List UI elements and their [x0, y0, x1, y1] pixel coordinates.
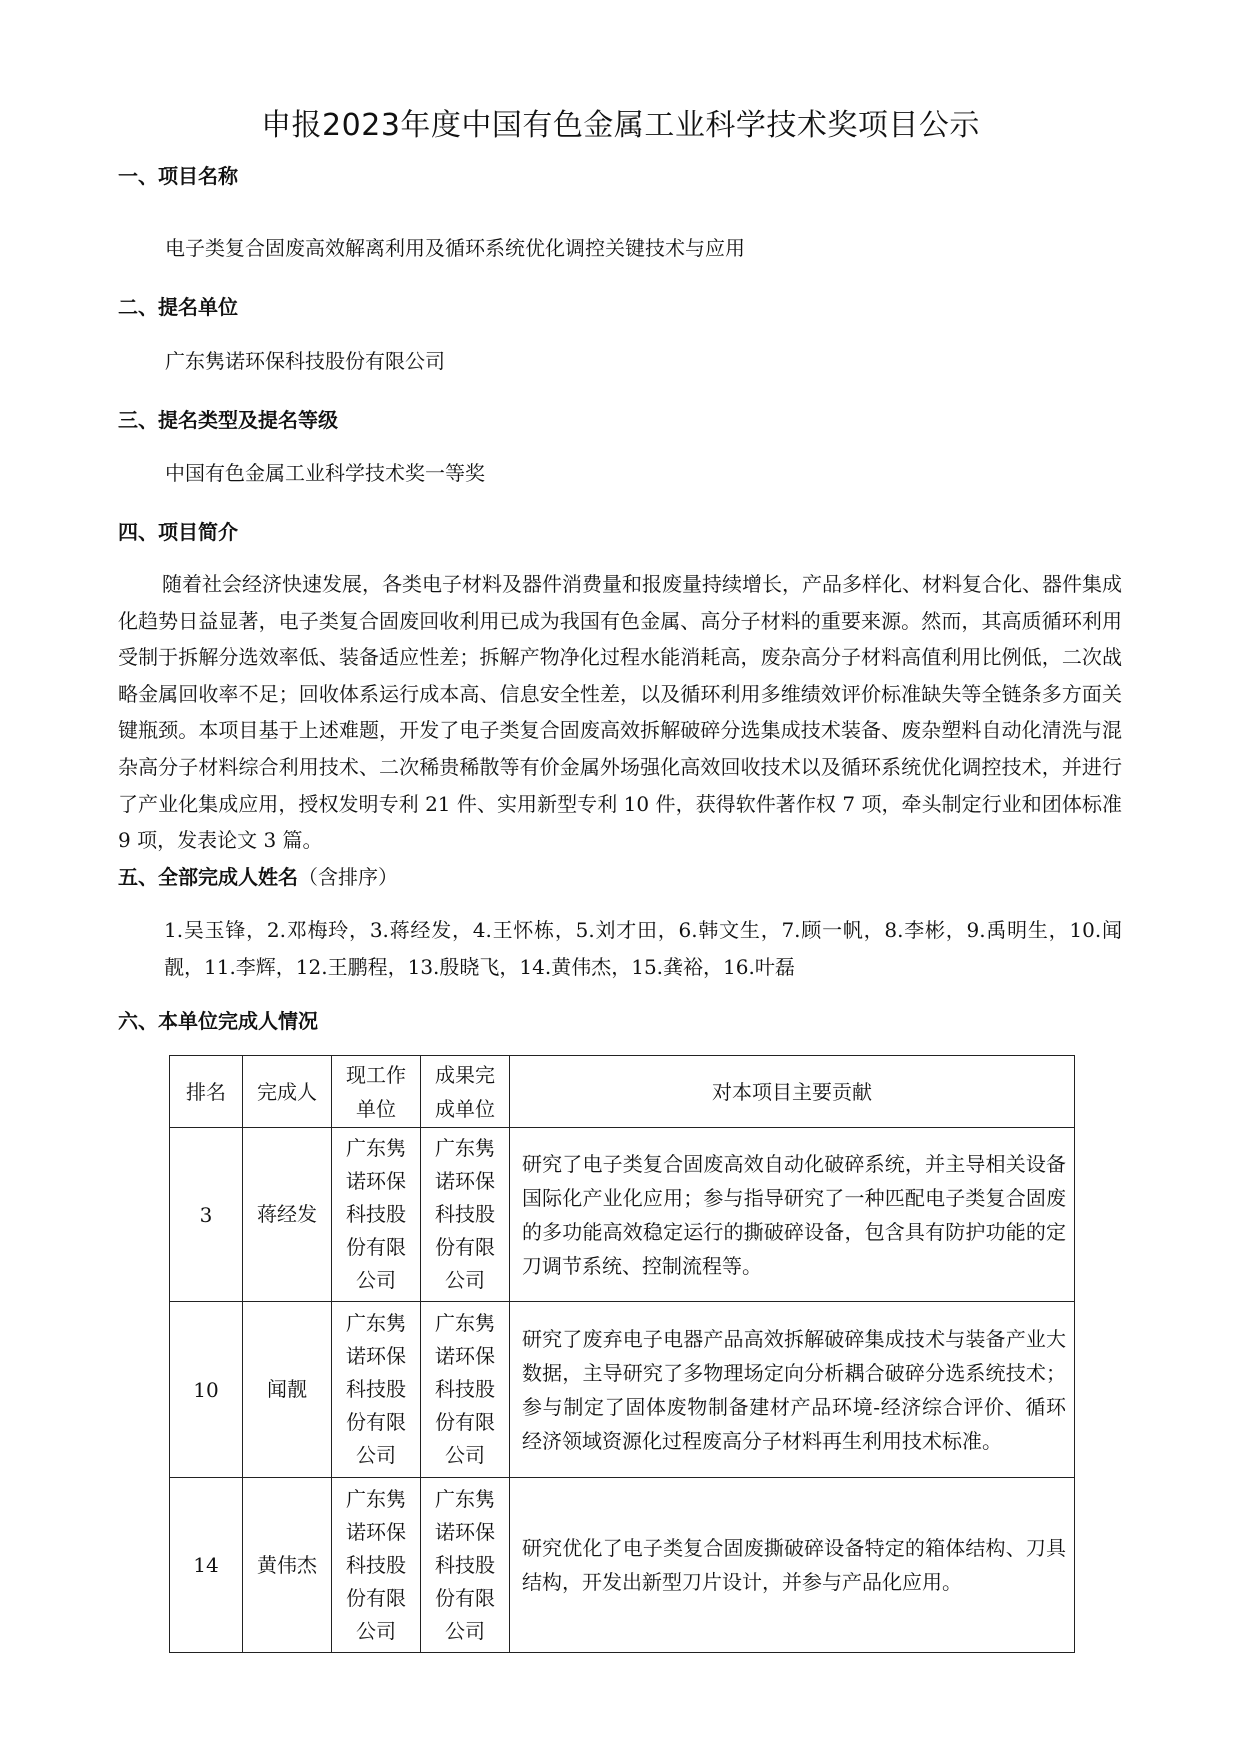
row-result-unit [421, 1478, 510, 1653]
all-contributors-list: 1.吴玉锋，2.邓梅玲，3.蒋经发，4.王怀栋，5.刘才田，6.韩文生，7.顾一帆，8.李彬，9.禹明生，10.闻靓，11.李辉，12.王鹏程，13.殷晓飞，14.黄伟杰，15.龚裕，16.叶磊 [164, 918, 1122, 979]
unit-line: 诺环保 [435, 1344, 495, 1368]
unit-line: 公司 [356, 1268, 396, 1292]
unit-line: 广东隽 [435, 1486, 495, 1511]
row-work-unit [332, 1478, 421, 1653]
header-work-unit-line1: 现工作 [346, 1062, 406, 1087]
section-3-heading: 三、提名类型及提名等级 [118, 408, 338, 432]
section-5-title: 五、全部完成人姓名 [118, 865, 298, 889]
unit-line: 诺环保 [435, 1169, 495, 1193]
row-name: 闻靓 [243, 1302, 332, 1478]
row-rank: 10 [170, 1302, 243, 1478]
page-title: 申报2023年度中国有色金属工业科学技术奖项目公示 [261, 108, 980, 143]
unit-line: 广东隽 [346, 1136, 406, 1160]
project-name: 电子类复合固废高效解离利用及循环系统优化调控关键技术与应用 [165, 236, 745, 260]
unit-line: 份有限 [435, 1410, 495, 1434]
unit-line: 广东隽 [346, 1311, 406, 1335]
unit-line: 科技股 [435, 1552, 495, 1577]
unit-line: 科技股 [435, 1377, 495, 1401]
header-contribution: 对本项目主要贡献 [510, 1056, 1075, 1128]
row-work-unit [332, 1128, 421, 1302]
header-name: 完成人 [243, 1056, 332, 1128]
header-rank: 排名 [170, 1056, 243, 1128]
unit-line: 科技股 [346, 1552, 406, 1577]
nominating-unit: 广东隽诺环保科技股份有限公司 [165, 349, 445, 373]
unit-line: 份有限 [346, 1235, 406, 1259]
header-result-unit [421, 1056, 510, 1128]
unit-line: 公司 [356, 1443, 396, 1467]
unit-line: 诺环保 [346, 1519, 406, 1544]
table-row [170, 1302, 1075, 1478]
row-name: 蒋经发 [243, 1128, 332, 1302]
row-result-unit [421, 1302, 510, 1478]
unit-line: 份有限 [346, 1410, 406, 1434]
table-header-row [170, 1056, 1075, 1128]
unit-line: 公司 [356, 1618, 396, 1643]
unit-line: 科技股 [435, 1202, 495, 1226]
section-1-heading: 一、项目名称 [118, 164, 238, 188]
row-result-unit [421, 1128, 510, 1302]
row-work-unit [332, 1302, 421, 1478]
section-6-heading: 六、本单位完成人情况 [118, 1009, 318, 1033]
row-rank: 14 [170, 1478, 243, 1653]
table-row [170, 1478, 1075, 1653]
nomination-level: 中国有色金属工业科学技术奖一等奖 [165, 461, 485, 485]
unit-line: 广东隽 [435, 1311, 495, 1335]
section-4-heading: 四、项目简介 [118, 520, 238, 544]
row-name: 黄伟杰 [243, 1478, 332, 1653]
unit-line: 广东隽 [435, 1136, 495, 1160]
row-contribution: 研究了废弃电子电器产品高效拆解破碎集成技术与装备产业大数据，主导研究了多物理场定向分析耦合破碎分选系统技术；参与制定了固体废物制备建材产品环境-经济综合评价、循环经济领域资源化过程废高分子材料再生利用技术标准。 [510, 1302, 1075, 1478]
contributors-table [169, 1055, 1075, 1653]
section-5-note: （含排序） [298, 865, 398, 889]
unit-line: 诺环保 [346, 1344, 406, 1368]
unit-line: 份有限 [435, 1585, 495, 1610]
unit-line: 公司 [445, 1443, 485, 1467]
row-rank: 3 [170, 1128, 243, 1302]
unit-line: 广东隽 [346, 1486, 406, 1511]
section-2-heading: 二、提名单位 [118, 295, 238, 319]
project-summary: 随着社会经济快速发展，各类电子材料及器件消费量和报废量持续增长，产品多样化、材料复合化、器件集成化趋势日益显著，电子类复合固废回收利用已成为我国有色金属、高分子材料的重要来源。然而，其高质循环利用受制于拆解分选效率低、装备适应性差；拆解产物净化过程水能消耗高，废杂高分子材料高值利用比例低，二次战略金属回收率不足；回收体系运行成本高、信息安全性差，以及循环利用多维绩效评价标准缺失等全链条多方面关键瓶颈。本项目基于上述难题，开发了电子类复合固废高效拆解破碎分选集成技术装备、废杂塑料自动化清洗与混杂高分子材料综合利用技术、二次稀贵稀散等有价金属外场强化高效回收技术以及循环系统优化调控技术，并进行了产业化集成应用，授权发明专利 21 件、实用新型专利 10 件，获得软件著作权 7 项，牵头制定行业和团体标准 9 项，发表论文 3 篇。 [118, 572, 1122, 853]
unit-line: 公司 [445, 1618, 485, 1643]
header-result-unit-line2: 成单位 [435, 1096, 495, 1121]
header-result-unit-line1: 成果完 [435, 1062, 495, 1087]
unit-line: 公司 [445, 1268, 485, 1292]
unit-line: 诺环保 [346, 1169, 406, 1193]
unit-line: 份有限 [435, 1235, 495, 1259]
row-contribution: 研究优化了电子类复合固废撕破碎设备特定的箱体结构、刀具结构，开发出新型刀片设计，并参与产品化应用。 [510, 1478, 1075, 1653]
header-work-unit [332, 1056, 421, 1128]
section-5-heading [118, 861, 398, 890]
table-row [170, 1128, 1075, 1302]
unit-line: 科技股 [346, 1202, 406, 1226]
unit-line: 诺环保 [435, 1519, 495, 1544]
row-contribution: 研究了电子类复合固废高效自动化破碎系统，并主导相关设备国际化产业化应用；参与指导研究了一种匹配电子类复合固废的多功能高效稳定运行的撕破碎设备，包含具有防护功能的定刀调节系统、控制流程等。 [510, 1128, 1075, 1302]
unit-line: 科技股 [346, 1377, 406, 1401]
header-work-unit-line2: 单位 [356, 1096, 396, 1121]
unit-line: 份有限 [346, 1585, 406, 1610]
